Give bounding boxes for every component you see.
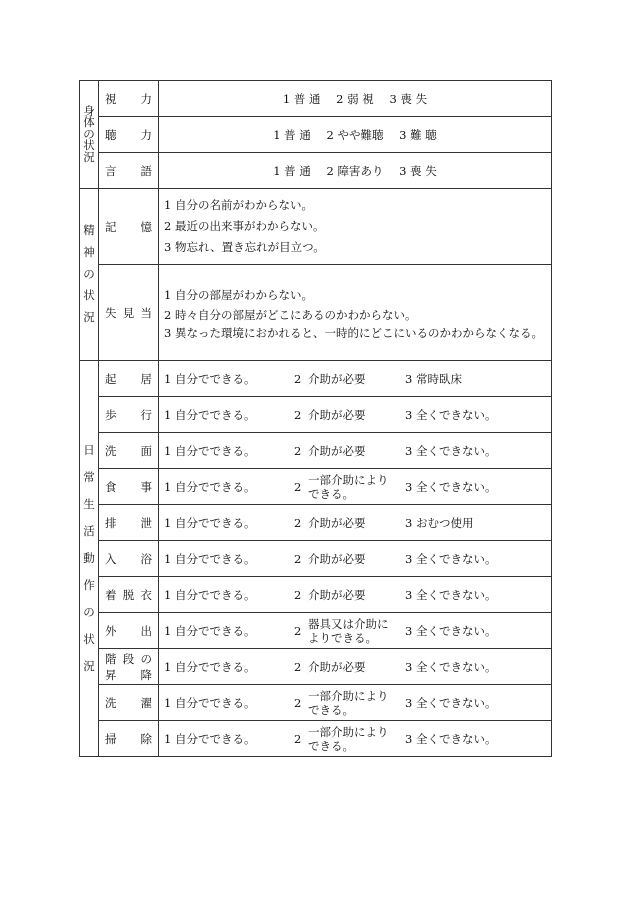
row-label: 洗面 (99, 433, 159, 469)
option: 1 自分でできる。 (164, 587, 256, 602)
option: 3 難 聴 (399, 127, 437, 142)
options-cell (159, 685, 552, 721)
section-title-body: 身 体 の 状 況 (80, 81, 99, 189)
option: 1 自分の部屋がわからない。 (164, 287, 313, 302)
row-label: 外出 (99, 613, 159, 649)
option: 3 全くできない。 (405, 659, 497, 674)
option: 1 自分でできる。 (164, 695, 256, 710)
options-cell (159, 81, 552, 117)
row-label: 洗濯 (99, 685, 159, 721)
options-cell (159, 117, 552, 153)
option: 3 全くできない。 (405, 551, 497, 566)
table-row (80, 577, 552, 613)
option: 1 普 通 (273, 127, 311, 142)
option: 2 器具又は介助によりできる。 (294, 616, 389, 645)
section-title-mental: 精 神 の 状 況 (80, 189, 99, 361)
option: 2 介助が必要 (294, 515, 366, 530)
option: 1 自分でできる。 (164, 731, 256, 746)
option: 1 普 通 (273, 163, 311, 178)
table-row (80, 469, 552, 505)
row-label: 着脱衣 (99, 577, 159, 613)
row-label: 失見当 (99, 265, 159, 361)
option: 3 全くできない。 (405, 695, 497, 710)
option: 1 自分でできる。 (164, 515, 256, 530)
option: 2 介助が必要 (294, 443, 366, 458)
row-label: 階段の 昇降 (99, 649, 159, 685)
option: 2 障害あり (326, 163, 384, 178)
option: 2 一部介助によりできる。 (294, 688, 389, 717)
option: 2 介助が必要 (294, 407, 366, 422)
option: 2 弱 視 (336, 91, 374, 106)
row-label: 入浴 (99, 541, 159, 577)
option: 2 介助が必要 (294, 587, 366, 602)
options-cell (159, 577, 552, 613)
table-row (80, 685, 552, 721)
option: 3 全くできない。 (405, 407, 497, 422)
options-cell (159, 433, 552, 469)
table-row (80, 189, 552, 265)
table-row (80, 117, 552, 153)
option: 1 自分でできる。 (164, 623, 256, 638)
option: 3 喪 失 (389, 91, 428, 106)
option: 3 物忘れ、置き忘れが目立つ。 (164, 240, 325, 254)
option: 3 全くできない。 (405, 623, 497, 638)
option: 1 自分でできる。 (164, 551, 256, 566)
table-row (80, 81, 552, 117)
option: 2 一部介助によりできる。 (294, 724, 389, 753)
option: 3 全くできない。 (405, 731, 497, 746)
options-cell (159, 153, 552, 189)
option: 3 喪 失 (399, 163, 437, 178)
table-row (80, 649, 552, 685)
table-row (80, 505, 552, 541)
option: 1 自分でできる。 (164, 659, 256, 674)
daily-section (80, 361, 552, 757)
option: 3 全くできない。 (405, 587, 497, 602)
row-label: 掃除 (99, 721, 159, 757)
option: 1 自分の名前がわからない。 (164, 198, 313, 212)
option: 3 全くできない。 (405, 443, 497, 458)
table-row (80, 541, 552, 577)
option: 1 自分でできる。 (164, 407, 256, 422)
row-label: 起居 (99, 361, 159, 397)
row-label: 聴力 (99, 117, 159, 153)
option: 2 介助が必要 (294, 659, 366, 674)
options-cell (159, 265, 552, 361)
row-label: 排泄 (99, 505, 159, 541)
option: 3 異なった環境におかれると、一時的にどこにいるのかわからなくなる。 (164, 325, 543, 340)
options-cell (159, 505, 552, 541)
options-cell (159, 649, 552, 685)
option: 2 時々自分の部屋がどこにあるのかわからない。 (164, 307, 417, 322)
row-label: 記憶 (99, 189, 159, 265)
table-row (80, 721, 552, 757)
row-label: 言語 (99, 153, 159, 189)
table-row (80, 613, 552, 649)
status-form-table (79, 80, 552, 757)
row-label: 視力 (99, 81, 159, 117)
option: 1 自分でできる。 (164, 443, 256, 458)
option: 1 自分でできる。 (164, 371, 256, 386)
option: 2 やや難聴 (326, 127, 384, 142)
option: 2 介助が必要 (294, 551, 366, 566)
table-row (80, 433, 552, 469)
table-row (80, 361, 552, 397)
section-title-daily: 日 常 生 活 動 作 の 状 況 (80, 361, 99, 757)
row-label: 歩行 (99, 397, 159, 433)
options-cell (159, 361, 552, 397)
option: 1 自分でできる。 (164, 479, 256, 494)
option: 3 常時臥床 (405, 371, 462, 386)
table-row (80, 397, 552, 433)
options-cell (159, 189, 552, 265)
option: 3 全くできない。 (405, 479, 497, 494)
options-cell (159, 721, 552, 757)
options-cell (159, 469, 552, 505)
table-row (80, 153, 552, 189)
option: 2 一部介助によりできる。 (294, 472, 389, 501)
option: 3 おむつ使用 (405, 515, 474, 530)
table-row (80, 265, 552, 361)
option: 2 介助が必要 (294, 371, 366, 386)
row-label: 食事 (99, 469, 159, 505)
option: 2 最近の出来事がわからない。 (164, 219, 325, 233)
option: 1 普 通 (282, 91, 321, 106)
options-cell (159, 613, 552, 649)
options-cell (159, 541, 552, 577)
options-cell (159, 397, 552, 433)
